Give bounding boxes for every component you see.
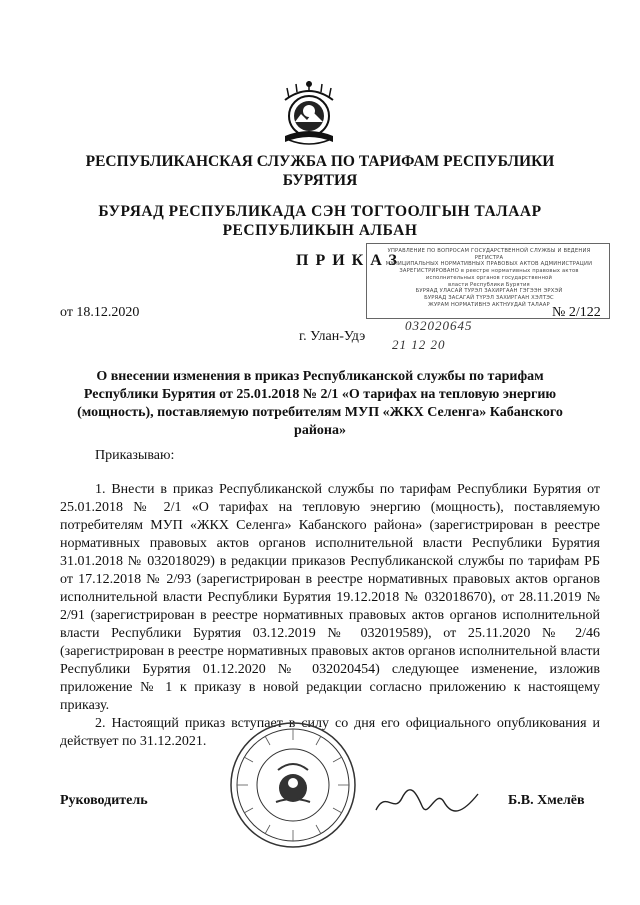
document-date: от 18.12.2020 — [60, 305, 140, 320]
agency-title-bur: БУРЯАД РЕСПУБЛИКАДА СЭН ТОГТООЛГЫН ТАЛААР РЕСПУБЛИКЫН АЛБАН — [98, 203, 542, 239]
document-city: г. Улан-Удэ — [299, 329, 366, 344]
order-word: Приказываю: — [95, 448, 175, 463]
document-type-heading: ПРИКАЗ — [296, 252, 404, 269]
signatory-position: Руководитель — [60, 793, 148, 808]
agency-title-ru: РЕСПУБЛИКАНСКАЯ СЛУЖБА ПО ТАРИФАМ РЕСПУБЛИКИ БУРЯТИЯ — [85, 153, 555, 189]
body-paragraph-2: 2. Настоящий приказ вступает в силу со дня его официального опубликования и действует по 31.12.2021. — [60, 716, 600, 749]
signature-scribble — [372, 784, 482, 820]
document-body — [60, 481, 600, 751]
coat-of-arms-emblem — [277, 78, 341, 150]
document-number: № 2/122 — [552, 305, 601, 320]
registration-stamp-text: УПРАВЛЕНИЕ ПО ВОПРОСАМ ГОСУДАРСТВЕННОЙ СЛУЖБЫ И ВЕДЕНИЯ РЕГИСТРА МУНИЦИПАЛЬНЫХ НОРМАТИВНЫХ ПРАВОВЫХ АКТОВ АДМИНИСТРАЦИИ ЗАРЕГИСТРИРОВАНО в реестре нормативных правовых актов исполнительных органов государственной власти Республики Бурятия БУРЯАД УЛАСАЙ ТУРЭЛ ЗАХИРГААН ГЭГЭЭН ЭРХЭЙ БУРЯАД ЗАСАГАЙ ТҮРЭЛ ЗАХИРГААН ХЭЛТЭС ЖУРАМ НОРМАТИВНЭ АКТНУУДАЙ ТАЛААР — [385, 248, 593, 308]
official-seal — [228, 720, 358, 850]
document-subject: О внесении изменения в приказ Республиканской службы по тарифам Республики Бурятия от 25.01.2018 № 2/1 «О тарифах на тепловую энергию (мощность), поставляемую потребителям МУП «ЖКХ Селенга» Кабанского района» — [77, 369, 563, 438]
signatory-name: Б.В. Хмелёв — [508, 793, 585, 808]
registration-date-handwritten: 21 12 20 — [392, 337, 446, 352]
body-paragraph-1: 1. Внести в приказ Республиканской службы по тарифам Республики Бурятия от 25.01.2018 № 2/1 «О тарифах на тепловую энергию (мощность), поставляемую потребителям МУП «ЖКХ Селенга» Кабанского района» (зарегистрирован в реестре нормативных правовых актов органов исполнительной власти Республики Бурятия 31.01.2018 № 032018029) в редакции приказов Республиканской службы по тарифам РБ от 17.12.2018 № 2/93 (зарегистрирован в реестре нормативных правовых актов органов исполнительной власти Республики Бурятия 19.12.2018 № 032018670), от 28.11.2019 № 2/91 (зарегистрирован в реестре нормативных правовых актов органов исполнительной власти Республики Бурятия 03.12.2019 № 032019589), от 25.11.2020 № 2/46 (зарегистрирован в реестре нормативных правовых актов органов исполнительной власти Республики Бурятия 01.12.2020 № 032020454) следующее изменение, изложив приложение № 1 к приказу в новой редакции согласно приложению к настоящему приказу. — [60, 482, 600, 713]
registration-number-handwritten: 032020645 — [405, 318, 473, 333]
